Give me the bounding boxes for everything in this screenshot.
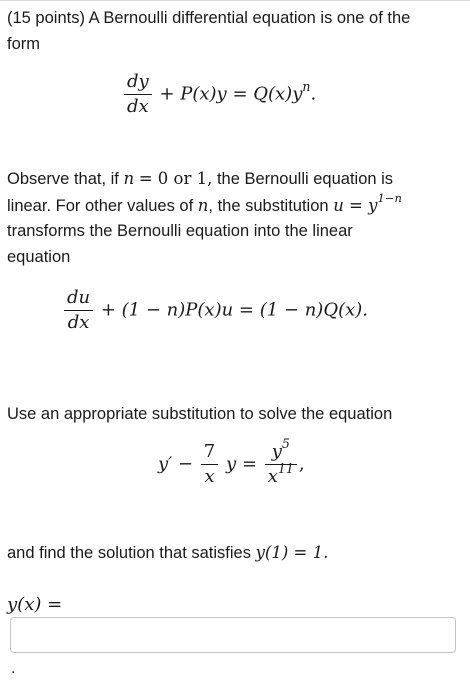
dy-dx-fraction [124,70,152,119]
observe-values: = 0 or 1, [138,169,213,188]
observe-text-3: linear. For other values of [7,196,194,215]
y5-over-x11-fraction [265,436,297,489]
trailing-dot: . [11,660,16,677]
find-solution-text: and find the solution that satisfies [7,544,251,562]
linear-equation-rhs: + (1 − n)P(x)u = (1 − n)Q(x). [100,299,368,321]
answer-label: y(x) = [7,594,63,615]
top-divider [0,0,470,1]
observe-n2: n [197,195,209,215]
equation-exponent: n [302,78,311,94]
points-label: (15 points) [7,9,85,27]
equation-period: . [310,83,317,105]
target-y-equals: y = [225,453,257,475]
denominator-exponent: 11 [277,461,294,476]
find-solution-paragraph [7,540,463,567]
intro-text-line2: form [7,34,40,53]
observe-text-5: transforms the Bernoulli equation into the linear [7,222,353,240]
target-equation [158,436,305,489]
fraction-denominator: dx [127,96,149,117]
numerator-base: y [271,441,282,462]
target-lhs: y′ − [158,453,194,475]
observe-n: n [123,169,135,188]
bernoulli-equation [122,70,316,119]
intro-paragraph [7,6,463,57]
du-dx-fraction [64,286,93,335]
observe-text-2: the Bernoulli equation is [216,170,394,188]
answer-input[interactable] [10,617,456,653]
numerator-exponent: 5 [281,436,290,451]
linear-equation [62,286,368,335]
observe-text-4: , the substitution [208,196,329,215]
fraction-denominator: dx [67,312,90,333]
equation-rhs: + P(x)y = Q(x)y [159,83,303,105]
observe-paragraph [7,166,463,270]
seven-over-x-fraction [201,440,218,489]
substitution-expression: u = y [333,195,378,215]
fraction-denominator [265,461,297,489]
denominator-base: x [267,466,278,487]
target-comma: , [298,453,305,475]
fraction-numerator: 7 [201,440,218,465]
intro-text-line1: A Bernoulli differential equation is one of the [88,9,411,27]
initial-condition: y(1) = 1. [255,543,329,562]
fraction-numerator: dy [124,70,152,95]
substitution-exponent: 1−n [377,191,402,205]
observe-text-1: Observe that, if [7,170,119,188]
use-substitution-text: Use an appropriate substitution to solve the equation [7,405,393,423]
fraction-denominator: x [204,466,215,487]
observe-text-6: equation [7,247,71,266]
fraction-numerator: du [64,286,93,311]
